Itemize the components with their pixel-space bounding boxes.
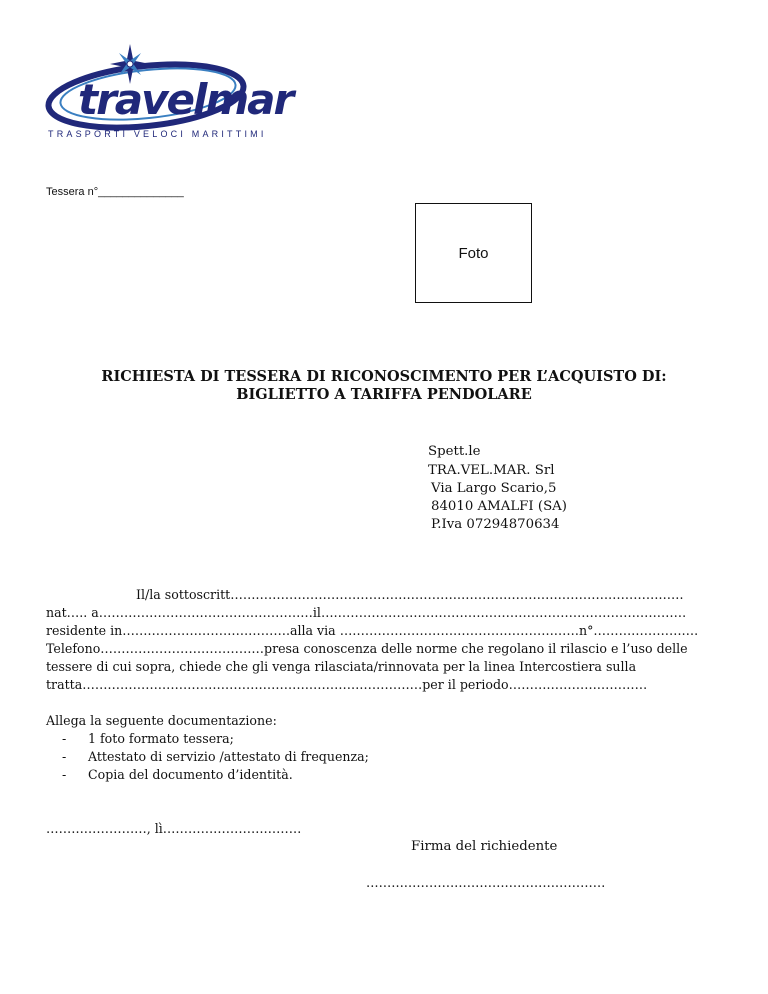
body-line: nat….. a……………………………………………il…………………………………………………………………………… bbox=[46, 605, 687, 620]
recipient-line: P.Iva 07294870634 bbox=[431, 517, 560, 532]
body-line: residente in………………………………….alla via …………………………………………………n°……………………. bbox=[46, 623, 699, 638]
logo-wordmark: travelmar bbox=[78, 75, 293, 124]
list-item: - Copia del documento d’identità. bbox=[62, 767, 293, 782]
signature-line: ………………………………………………… bbox=[366, 875, 606, 890]
recipient-line: TRA.VEL.MAR. Srl bbox=[428, 463, 555, 478]
tessera-number-field: Tessera n°______________ bbox=[46, 186, 184, 198]
body-line: tessere di cui sopra, chiede che gli venga rilasciata/rinnovata per la linea Intercostiera sulla bbox=[46, 659, 637, 674]
body-line: tratta………………………………………………………………………per il periodo…………………………… bbox=[46, 677, 648, 692]
list-dash: - bbox=[62, 767, 67, 782]
photo-label: Foto bbox=[458, 244, 489, 262]
recipient-line: 84010 AMALFI (SA) bbox=[431, 499, 567, 514]
body-line: Il/la sottoscritt……………………………………………………………………………………………… bbox=[136, 587, 684, 602]
attachments-heading: Allega la seguente documentazione: bbox=[46, 713, 277, 728]
photo-box bbox=[415, 203, 532, 303]
list-dash: - bbox=[62, 731, 67, 746]
logo-tagline: TRASPORTI VELOCI MARITTIMI bbox=[48, 129, 267, 139]
document-title-line1: RICHIESTA DI TESSERA DI RICONOSCIMENTO PER L’ACQUISTO DI: bbox=[101, 368, 667, 385]
recipient-line: Via Largo Scario,5 bbox=[431, 481, 557, 496]
list-item: - 1 foto formato tessera; bbox=[62, 731, 234, 746]
travelmar-logo bbox=[44, 40, 293, 140]
list-dash: - bbox=[62, 749, 67, 764]
document-title-line2: BIGLIETTO A TARIFFA PENDOLARE bbox=[236, 386, 532, 403]
list-item: - Attestato di servizio /attestato di frequenza; bbox=[62, 749, 369, 764]
body-line: Telefono…………………………………presa conoscenza delle norme che regolano il rilascio e l’uso delle bbox=[46, 641, 688, 656]
place-date-line: ……………………, lì…………………………… bbox=[46, 821, 302, 836]
recipient-line: Spett.le bbox=[428, 444, 481, 459]
signature-label: Firma del richiedente bbox=[411, 839, 558, 854]
